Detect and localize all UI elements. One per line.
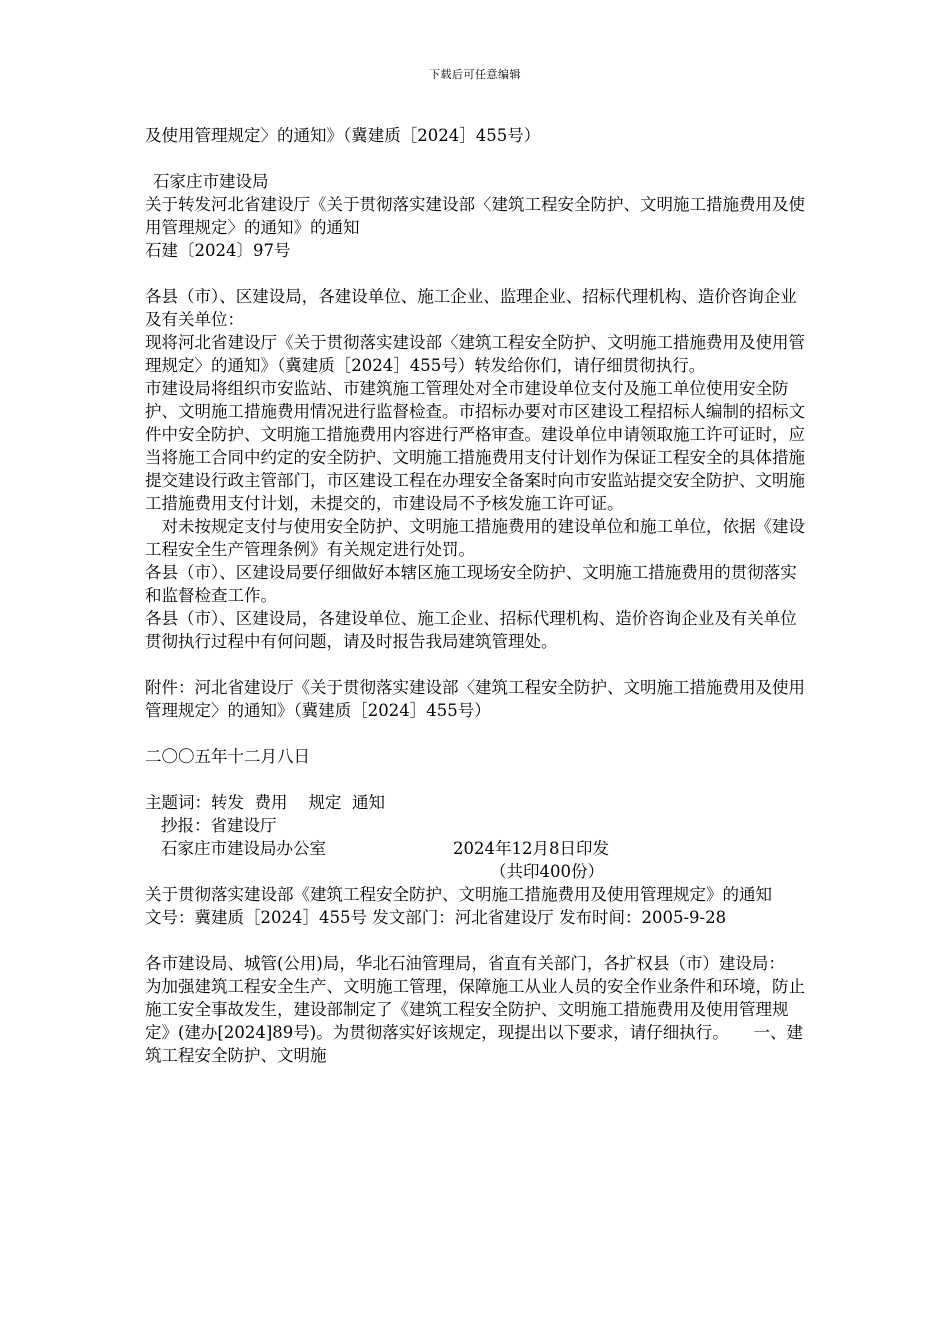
cc-line: 抄报：省建设厅 bbox=[161, 816, 277, 835]
second-notice-body: 各市建设局、城管(公用)局，华北石油管理局，省直有关部门，各扩权县（市）建设局： 为加强建筑工程安全生产、文明施工管理，保障施工从业人员的安全作业条件和环境，防止施工安全事故发生，建设部制定了《建筑工程安全防护、文明施工措施费用及使用管理规定》(建办[2024]89号)。为贯彻落实好该规定，现提出以下要求，请仔细执行。 一、建筑工程安全防护、文明施 bbox=[145, 954, 810, 1065]
spacer bbox=[145, 262, 810, 285]
spacer bbox=[145, 653, 810, 676]
continued-title-line: 及使用管理规定〉的通知》（冀建质［2024］455号） bbox=[145, 126, 541, 145]
addressees: 各县（市）、区建设局，各建设单位、施工企业、监理企业、招标代理机构、造价咨询企业及有关单位： bbox=[145, 287, 797, 329]
issue-date: 二〇〇五年十二月八日 bbox=[145, 747, 310, 766]
spacer bbox=[145, 929, 810, 952]
spacer bbox=[145, 768, 810, 791]
print-office: 石家庄市建设局办公室 bbox=[161, 839, 326, 858]
body-paragraph-forward: 现将河北省建设厅《关于贯彻落实建设部〈建筑工程安全防护、文明施工措施费用及使用管理规定〉的通知》（冀建质［2024］455号）转发给你们，请仔细贯彻执行。 bbox=[145, 333, 805, 375]
notice-title: 关于转发河北省建设厅《关于贯彻落实建设部〈建筑工程安全防护、文明施工措施费用及使用管理规定〉的通知》的通知 bbox=[145, 195, 805, 237]
document-number: 石建〔2024〕97号 bbox=[145, 241, 291, 260]
document-body bbox=[145, 124, 810, 1067]
body-paragraph-report: 各县（市）、区建设局，各建设单位、施工企业、招标代理机构、造价咨询企业及有关单位贯彻执行过程中有何问题，请及时报告我局建筑管理处。 bbox=[145, 609, 797, 651]
print-copies: （共印400份） bbox=[490, 862, 604, 881]
subject-words: 主题词：转发 费用 规定 通知 bbox=[145, 793, 385, 812]
issuer-name: 石家庄市建设局 bbox=[153, 172, 269, 191]
page-header-note: 下载后可任意编辑 bbox=[429, 68, 521, 81]
spacer bbox=[145, 722, 810, 745]
body-paragraph-county: 各县（市）、区建设局要仔细做好本辖区施工现场安全防护、文明施工措施费用的贯彻落实和监督检查工作。 bbox=[145, 563, 797, 605]
second-doc-info: 文号：冀建质［2024］455号 发文部门：河北省建设厅 发布时间：2005-9-28 bbox=[145, 908, 727, 927]
print-info-row bbox=[145, 837, 810, 860]
print-date: 2024年12月8日印发 bbox=[453, 839, 609, 858]
spacer bbox=[145, 147, 810, 170]
body-paragraph-penalty: 对未按规定支付与使用安全防护、文明施工措施费用的建设单位和施工单位，依据《建设工程安全生产管理条例》有关规定进行处罚。 bbox=[145, 517, 805, 559]
body-paragraph-inspection: 市建设局将组织市安监站、市建筑施工管理处对全市建设单位支付及施工单位使用安全防护、文明施工措施费用情况进行监督检查。市招标办要对市区建设工程招标人编制的招标文件中安全防护、文明施工措施费用内容进行严格审查。建设单位申请领取施工许可证时，应当将施工合同中约定的安全防护、文明施工措施费用支付计划作为保证工程安全的具体措施提交建设行政主管部门，市区建设工程在办理安全备案时向市安监站提交安全防护、文明施工措施费用支付计划，未提交的，市建设局不予核发施工许可证。 bbox=[145, 379, 805, 513]
second-notice-title: 关于贯彻落实建设部《建筑工程安全防护、文明施工措施费用及使用管理规定》的通知 bbox=[145, 885, 772, 904]
attachment-line: 附件：河北省建设厅《关于贯彻落实建设部〈建筑工程安全防护、文明施工措施费用及使用管理规定〉的通知》（冀建质［2024］455号） bbox=[145, 678, 805, 720]
